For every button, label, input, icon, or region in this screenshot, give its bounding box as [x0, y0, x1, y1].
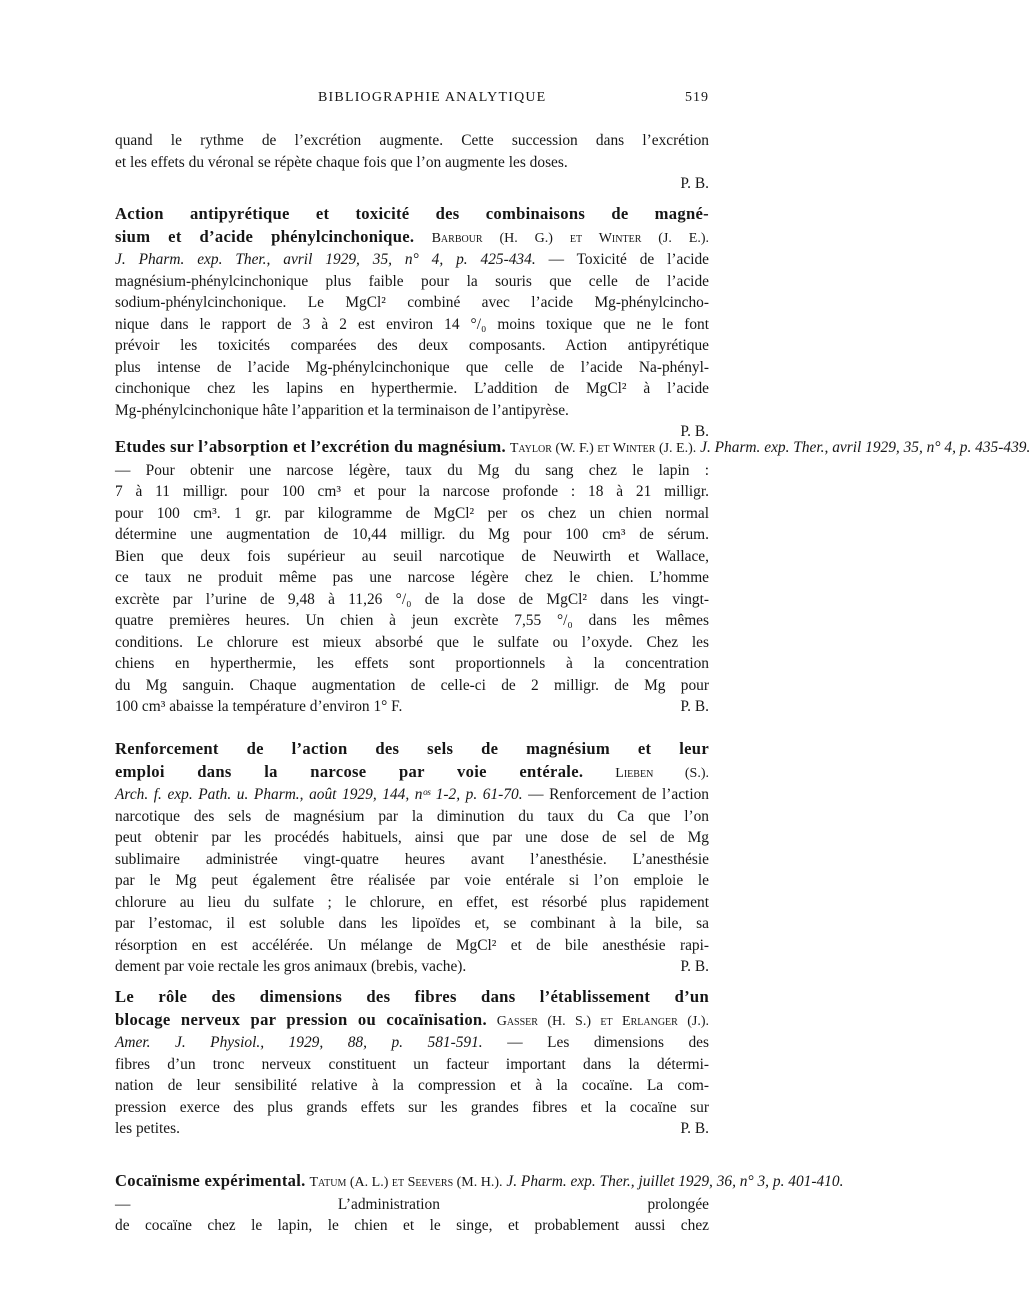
- text-line: par l’estomac, il est soluble dans les lipoïdes et, se combinant à la bile, sa: [115, 915, 709, 932]
- text-line: ce taux ne produit même pas une narcose légère chez le chien. L’homme: [115, 569, 709, 586]
- entry-citation-line: Arch. f. exp. Path. u. Pharm., août 1929, 144, nᵒˢ 1-2, p. 61-70. — Renforcement de l’action: [115, 786, 709, 803]
- text-line: pour 100 cm³. 1 gr. par kilogramme de MgCl² per os chez un chien normal: [115, 504, 709, 522]
- entry-citation: J. Pharm. exp. Ther., avril 1929, 35, n° 4, p. 425-434.: [115, 251, 536, 268]
- entry-title-line: blocage nerveux par pression ou cocaïnisation. Gasser (H. S.) et Erlanger (J.).: [115, 1009, 710, 1029]
- text-line: — Pour obtenir une narcose légère, taux du Mg du sang chez le lapin :: [115, 461, 709, 479]
- text-line: dement par voie rectale les gros animaux (brebis, vache). P. B.: [115, 956, 709, 978]
- text-line: nique dans le rapport de 3 à 2 est environ 14 °/₀ moins toxique que ne le font: [115, 315, 709, 333]
- text-line: 7 à 11 milligr. pour 100 cm³ et pour la narcose profonde : 18 à 21 milligr.: [115, 483, 709, 500]
- text-line: détermine une augmentation de 10,44 milligr. du Mg pour 100 cm³ de sérum.: [115, 526, 709, 543]
- text-line: nation de leur sensibilité relative à la compression et à la cocaïne. La com-: [115, 1077, 709, 1094]
- signature: P. B.: [680, 423, 709, 440]
- text-line: chiens en hyperthermie, les effets sont proportionnels à la concentration: [115, 655, 709, 672]
- text-line: par le Mg peut également être réalisée par voie entérale si l’on emploie le: [115, 872, 709, 889]
- entry-authors: Gasser (H. S.) et Erlanger (J.).: [496, 1013, 710, 1029]
- signature: P. B.: [680, 1120, 709, 1137]
- abstract-entry: [115, 986, 709, 1140]
- text-line: sublimaire administrée vingt-quatre heures avant l’anesthésie. L’anesthésie: [115, 850, 709, 868]
- text-line: quand le rythme de l’excrétion augmente. Cette succession dans l’excrétion: [115, 132, 709, 149]
- entry-authors: Lieben (S.).: [615, 765, 709, 781]
- text-line: Bien que deux fois supérieur au seuil narcotique de Neuwirth et Wallace,: [115, 547, 709, 565]
- running-title: BIBLIOGRAPHIE ANALYTIQUE: [318, 90, 547, 105]
- text-line: chlorure au lieu du sulfate ; le chlorure, en effet, est résorbé plus rapidement: [115, 893, 709, 911]
- text-line: magnésium-phénylcinchonique plus faible pour la souris que celle de l’acide: [115, 272, 709, 290]
- entry-title-line: Le rôle des dimensions des fibres dans l’établissement d’un: [115, 987, 709, 1006]
- entry-citation: Amer. J. Physiol., 1929, 88, p. 581-591.: [115, 1034, 483, 1051]
- entry-title-line: Etudes sur l’absorption et l’excrétion du magnésium. Taylor (W. F.) et Winter (J. E.). J. Pharm. exp. Ther., avril 1929, 35, n° 4, p. 435-439.: [115, 437, 1030, 456]
- entry-title-line: Action antipyrétique et toxicité des combinaisons de magné-: [115, 204, 709, 223]
- text-line: — L’administration prolongée: [115, 1195, 709, 1213]
- entry-authors: Taylor (W. F.) et Winter (J. E.).: [509, 441, 697, 456]
- abstract-entry: [115, 738, 709, 978]
- text-line: excrète par l’urine de 9,48 à 11,26 °/₀ de la dose de MgCl² dans les vingt-: [115, 590, 709, 608]
- entry-title-line: Cocaïnisme expérimental. Tatum (A. L.) et Seevers (M. H.). J. Pharm. exp. Ther., juillet 1929, 36, n° 3, p. 401-410.: [115, 1171, 844, 1190]
- intro-paragraph: [115, 130, 709, 195]
- abstract-entry: [115, 436, 1030, 718]
- entry-citation: J. Pharm. exp. Ther., avril 1929, 35, n° 4, p. 435-439.: [700, 439, 1030, 456]
- text-line: Mg-phénylcinchonique hâte l’apparition et la terminaison de l’antipyrèse.: [115, 401, 569, 419]
- text-line: fibres d’un tronc nerveux constituent un facteur important dans la détermi-: [115, 1055, 709, 1073]
- signature: P. B.: [680, 958, 709, 975]
- entry-authors: Tatum (A. L.) et Seevers (M. H.).: [309, 1175, 503, 1190]
- signature: P. B.: [680, 698, 709, 715]
- running-header: [115, 90, 709, 114]
- text-line: du Mg sanguin. Chaque augmentation de celle-ci de 2 milligr. de Mg pour: [115, 676, 709, 694]
- entry-title-line: emploi dans la narcose par voie entérale. Lieben (S.).: [115, 761, 709, 781]
- signature: P. B.: [680, 175, 709, 192]
- text-line: résorption en est accélérée. Un mélange de MgCl² et de bile anesthésie rapi-: [115, 936, 709, 954]
- text-line: prévoir les toxicités comparées des deux composants. Action antipyrétique: [115, 337, 709, 354]
- entry-citation: Arch. f. exp. Path. u. Pharm., août 1929, 144, nᵒˢ 1-2, p. 61-70.: [115, 786, 523, 803]
- text-line: les petites. P. B.: [115, 1118, 709, 1140]
- abstract-entry: [115, 203, 709, 443]
- entry-authors: Barbour (H. G.) et Winter (J. E.).: [431, 230, 709, 246]
- text-line: conditions. Le chlorure est mieux absorbé que le sulfate ou l’oxyde. Chez les: [115, 633, 709, 651]
- text-line: et les effets du véronal se répète chaque fois que l’on augmente les doses.: [115, 153, 568, 171]
- text-line: cinchonique chez les lapins en hyperthermie. L’addition de MgCl² à l’acide: [115, 380, 709, 397]
- entry-title-line: sium et d’acide phénylcinchonique. Barbour (H. G.) et Winter (J. E.).: [115, 226, 709, 246]
- entry-citation-line: Amer. J. Physiol., 1929, 88, p. 581-591. — Les dimensions des: [115, 1034, 709, 1051]
- text-line: quatre premières heures. Un chien à jeun excrète 7,55 °/₀ dans les mêmes: [115, 612, 709, 629]
- text-line: plus intense de l’acide Mg-phénylcinchonique que celle de l’acide Na-phényl-: [115, 358, 709, 376]
- text-line: sodium-phénylcinchonique. Le MgCl² combiné avec l’acide Mg-phénylcincho-: [115, 294, 709, 311]
- page-number: 519: [685, 90, 709, 105]
- entry-citation: J. Pharm. exp. Ther., juillet 1929, 36, n° 3, p. 401-410.: [506, 1173, 844, 1190]
- entry-citation-line: J. Pharm. exp. Ther., avril 1929, 35, n° 4, p. 425-434. — Toxicité de l’acide: [115, 251, 709, 268]
- text-line: 100 cm³ abaisse la température d’environ 1° F. P. B.: [115, 696, 709, 718]
- abstract-entry: [115, 1170, 844, 1237]
- entry-title-line: Renforcement de l’action des sels de magnésium et leur: [115, 739, 709, 758]
- text-line: narcotique des sels de magnésium par la diminution du taux du Ca que l’on: [115, 807, 709, 825]
- text-line: de cocaïne chez le lapin, le chien et le singe, et probablement aussi chez: [115, 1217, 709, 1234]
- text-line: pression exerce des plus grands effets sur les grandes fibres et la cocaïne sur: [115, 1098, 709, 1116]
- text-line: peut obtenir par les procédés habituels, ainsi que par une dose de sel de Mg: [115, 829, 709, 846]
